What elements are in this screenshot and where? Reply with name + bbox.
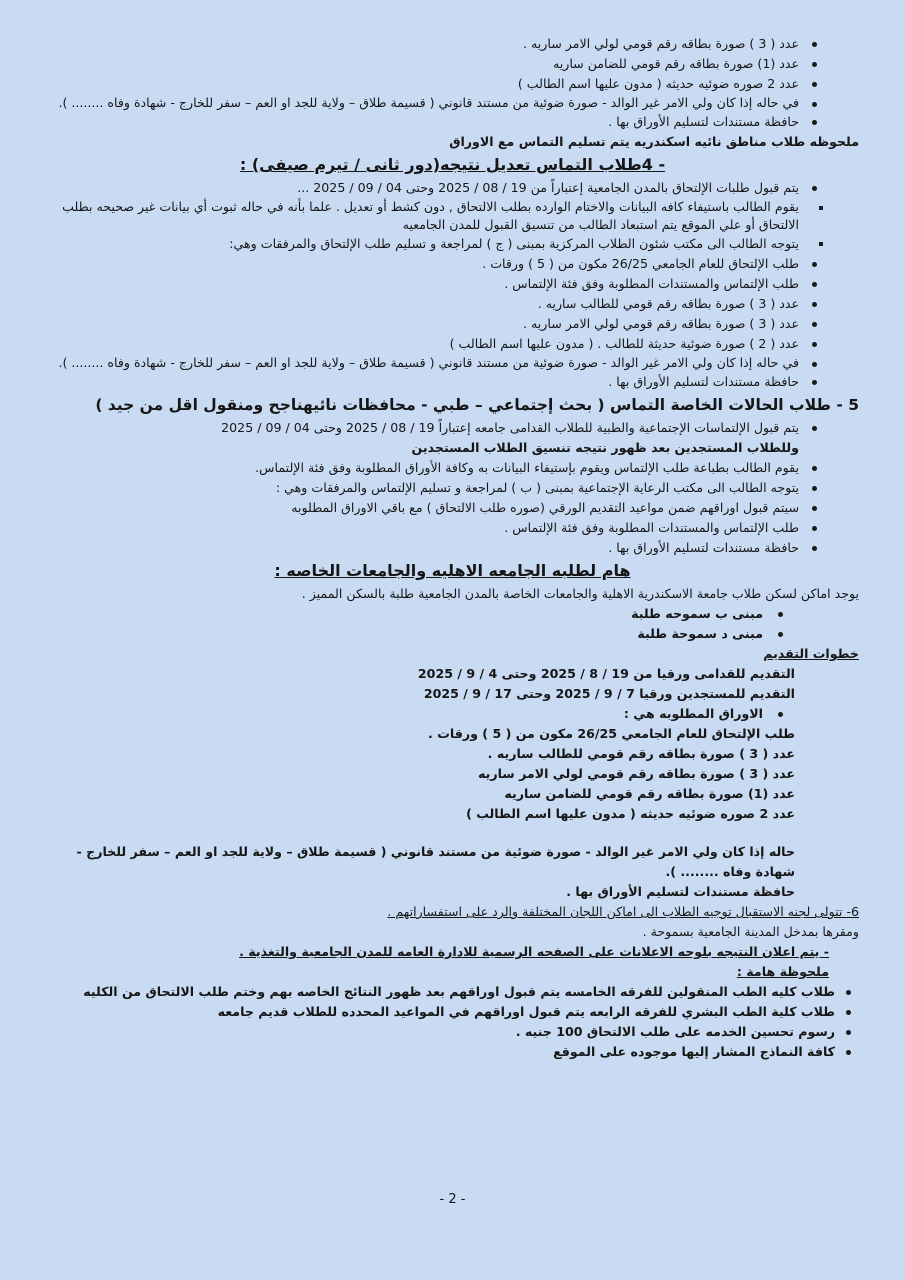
important-note-title: ملحوظة هامة : — [736, 964, 829, 979]
steps-title: خطوات التقديم — [763, 646, 859, 661]
list-item: طلاب كليه الطب المنقولين للفرقه الخامسه يتم قبول اوراقهم بعد ظهور النتائج الخاصه بهم وختم طلب الالتحاق من الكليه — [46, 982, 859, 1002]
section-4-heading: - 4طلاب التماس تعديل نتيجه(دور ثانى / تيرم صيفى) : — [239, 155, 666, 174]
list-item: يتم قبول طلبات الإلتحاق بالمدن الجامعية إعتباراً من 19 / 08 / 2025 وحتى 04 / 09 / 2025 ... — [46, 178, 859, 198]
top-requirements-list — [46, 34, 859, 132]
list-item: سيتم قبول اوراقهم ضمن مواعيد التقديم الورقي (صوره طلب الالتحاق ) مع باقي الاوراق المطلوبه — [46, 498, 859, 518]
list-item: وللطلاب المستجدين بعد ظهور نتيجه تنسيق الطلاب المستجدين — [411, 440, 799, 455]
page-number: - 2 - — [439, 1192, 466, 1207]
list-item: يقوم الطالب بطباعة طلب الإلتماس ويقوم بإستيفاء البيانات به وكافة الأوراق المطلوبة وفق فئة الإلتماس. — [46, 458, 859, 478]
list-item: حافظة مستندات لتسليم الأوراق بها . — [46, 372, 859, 392]
list-item: مبنى ب سموحه طلبة — [46, 604, 859, 624]
spacer — [46, 824, 859, 842]
list-item: حافظة مستندات لتسليم الأوراق بها . — [46, 538, 859, 558]
list-item: حافظة مستندات لتسليم الأوراق بها . — [46, 112, 859, 132]
list-item: عدد (1) صورة بطاقه رقم قومي للضامن ساريه — [46, 54, 859, 74]
section-5-list — [46, 418, 859, 558]
list-item: كافة النماذج المشار إليها موجوده على الموقع — [46, 1042, 859, 1062]
list-item: طلاب كلية الطب البشري للفرقه الرابعه يتم قبول اوراقهم في المواعيد المحدده للطلاب قديم جامعه — [46, 1002, 859, 1022]
list-item: رسوم تحسين الخدمه على طلب الالتحاق 100 جنيه . — [46, 1022, 859, 1042]
important-notes-list — [46, 982, 859, 1062]
alexandria-remote-note: ملحوظه طلاب مناطق نائيه اسكندريه يتم تسليم التماس مع الاوراق — [449, 134, 859, 149]
result-announcement: - يتم اعلان النتيجه بلوحه الاعلانات على الصفحه الرسمية للادارة العامه للمدن الجامعية والتغذية . — [239, 944, 829, 959]
list-item: في حاله إذا كان ولي الامر غير الوالد - صورة ضوئية من مستند قانوني ( قسيمة طلاق – ولاية للجد او العم – سفر للخارج - شهادة وفاه ........ ). — [46, 94, 859, 112]
list-item: يتوجه الطالب الى مكتب الرعاية الإجتماعية بمبنى ( ب ) لمراجعة و تسليم الإلتماس والمرفقات وهي : — [46, 478, 859, 498]
paper-item: طلب الإلتحاق للعام الجامعي 26/25 مكون من ( 5 ) ورقات . — [428, 726, 795, 741]
guardian-note: حاله إذا كان ولي الامر غير الوالد - صورة ضوئية من مستند قانوني ( قسيمة طلاق – ولاية للجد او العم – سفر للخارج - شهادة وفاه ........ ). — [76, 844, 795, 879]
buildings-list — [46, 604, 859, 644]
step-2: التقديم للمستجدين ورقيا 7 / 9 / 2025 وحتى 17 / 9 / 2025 — [423, 686, 795, 701]
list-item: مبنى د سموحة طلبة — [46, 624, 859, 644]
private-universities-block — [46, 584, 859, 902]
list-item: في حاله إذا كان ولي الامر غير الوالد - صورة ضوئية من مستند قانوني ( قسيمة طلاق – ولاية للجد او العم – سفر للخارج - شهادة وفاه ........ ). — [46, 354, 859, 372]
section-5-heading: 5 - طلاب الحالات الخاصة التماس ( بحث إجتماعي – طبي - محافظات نائيهناجح ومنقول اقل من جيد ) — [95, 396, 859, 414]
private-intro: يوجد اماكن لسكن طلاب جامعة الاسكندرية الاهلية والجامعات الخاصة بالمدن الجامعية طلبة بالسكن المميز . — [301, 586, 859, 601]
list-item: يتوجه الطالب الى مكتب شئون الطلاب المركزية بمبنى ( ج ) لمراجعة و تسليم طلب الإلتحاق والمرفقات وهي: — [46, 234, 859, 254]
paper-item: عدد (1) صورة بطاقه رقم قومي للضامن ساريه — [504, 786, 795, 801]
papers-title-list — [46, 704, 859, 724]
list-item: طلب الإلتماس والمستندات المطلوبة وفق فئة الإلتماس . — [46, 274, 859, 294]
folder-note: حافظة مستندات لتسليم الأوراق بها . — [566, 884, 795, 899]
list-item: عدد 2 صوره ضوئيه حديثه ( مدون عليها اسم الطالب ) — [46, 74, 859, 94]
list-item: عدد ( 3 ) صورة بطاقه رقم قومي لولي الامر ساريه . — [46, 34, 859, 54]
paper-item: عدد 2 صوره ضوئيه حديثه ( مدون عليها اسم الطالب ) — [466, 806, 795, 821]
list-item: عدد ( 2 ) صورة ضوئية حديثة للطالب . ( مدون عليها اسم الطالب ) — [46, 334, 859, 354]
list-item: عدد ( 3 ) صورة بطاقه رقم قومي للطالب ساريه . — [46, 294, 859, 314]
private-universities-heading: هام لطلبه الجامعه الاهليه والجامعات الخاصه : — [274, 561, 631, 580]
papers-title: الاوراق المطلوبه هي : — [46, 704, 859, 724]
list-item: طلب الإلتماس والمستندات المطلوبة وفق فئة الإلتماس . — [46, 518, 859, 538]
section-6-line-1: 6- تتولى لجنه الاستقبال توجيه الطلاب الى اماكن اللجان المختلفة والرد على استفساراتهم . — [387, 904, 859, 919]
section-4-list — [46, 178, 859, 392]
list-item: يقوم الطالب باستيفاء كافه البيانات والاختام الوارده بطلب الالتحاق , دون كشط أو تعديل . علما بأنه في حاله ثبوت أي بيانات غير صحيحه بطلب الالتحاق أو علي الموقع يتم استبعاد الطالب من تنسيق القبول للمدن الجامعيه — [46, 198, 859, 234]
list-item: عدد ( 3 ) صورة بطاقه رقم قومي لولي الامر ساريه . — [46, 314, 859, 334]
paper-item: عدد ( 3 ) صورة بطاقه رقم قومي للطالب ساريه . — [487, 746, 795, 761]
section-6-line-2: ومقرها بمدخل المدينة الجامعية بسموحة . — [642, 924, 859, 939]
paper-item: عدد ( 3 ) صورة بطاقه رقم قومي لولي الامر ساريه — [477, 766, 795, 781]
list-item: طلب الإلتحاق للعام الجامعي 26/25 مكون من ( 5 ) ورقات . — [46, 254, 859, 274]
step-1: التقديم للقدامى ورقيا من 19 / 8 / 2025 وحتى 4 / 9 / 2025 — [417, 666, 795, 681]
list-item: يتم قبول الإلتماسات الإجتماعية والطبية للطلاب القدامى جامعه إعتباراً 19 / 08 / 2025 وحتى 04 / 09 / 2025 — [46, 418, 859, 438]
